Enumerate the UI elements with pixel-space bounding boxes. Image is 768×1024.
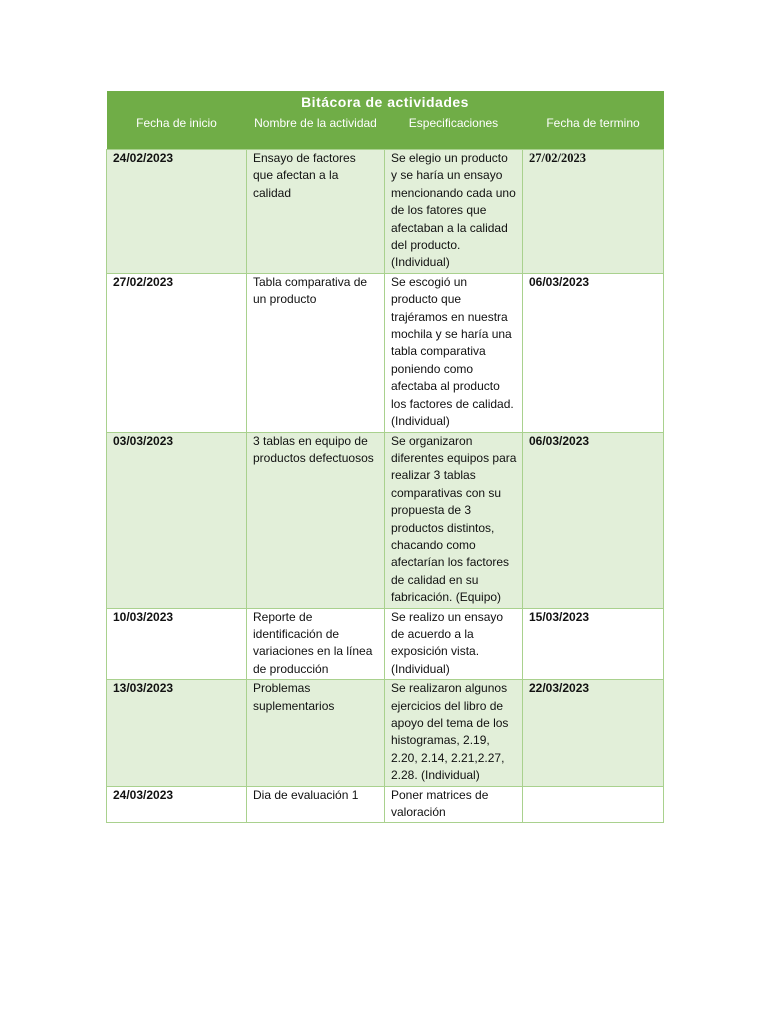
cell-activity-name: Dia de evaluación 1: [247, 786, 385, 823]
cell-specifications: Poner matrices de valoración: [385, 786, 523, 823]
table-row: [107, 273, 664, 432]
cell-start-date: 13/03/2023: [107, 680, 247, 786]
table-row: [107, 432, 664, 608]
cell-start-date: 27/02/2023: [107, 273, 247, 432]
cell-specifications: Se realizaron algunos ejercicios del libro de apoyo del tema de los histogramas, 2.19, 2.20, 2.14, 2.21,2.27, 2.28. (Individual): [385, 680, 523, 786]
table-row: [107, 608, 664, 680]
cell-start-date: 10/03/2023: [107, 608, 247, 680]
header-specifications: Especificaciones: [385, 113, 523, 150]
table-title: Bitácora de actividades: [107, 91, 664, 113]
cell-end-date: 06/03/2023: [523, 432, 664, 608]
table-row: [107, 786, 664, 823]
cell-activity-name: Ensayo de factores que afectan a la calidad: [247, 150, 385, 274]
cell-activity-name: Tabla comparativa de un producto: [247, 273, 385, 432]
cell-specifications: Se escogió un producto que trajéramos en nuestra mochila y se haría una tabla comparativa poniendo como afectaba al producto los factores de calidad. (Individual): [385, 273, 523, 432]
cell-end-date: 27/02/2023: [523, 150, 664, 274]
cell-specifications: Se realizo un ensayo de acuerdo a la exposición vista. (Individual): [385, 608, 523, 680]
table-header-row: [107, 113, 664, 150]
cell-activity-name: Reporte de identificación de variaciones en la línea de producción: [247, 608, 385, 680]
header-activity-name: Nombre de la actividad: [247, 113, 385, 150]
header-end-date: Fecha de termino: [523, 113, 664, 150]
table-row: [107, 150, 664, 274]
header-start-date: Fecha de inicio: [107, 113, 247, 150]
cell-specifications: Se elegio un producto y se haría un ensayo mencionando cada uno de los fatores que afectaban a la calidad del producto. (Individual): [385, 150, 523, 274]
activity-log-table: [106, 91, 664, 823]
cell-start-date: 24/02/2023: [107, 150, 247, 274]
cell-start-date: 03/03/2023: [107, 432, 247, 608]
cell-end-date: [523, 786, 664, 823]
table-title-row: [107, 91, 664, 113]
cell-specifications: Se organizaron diferentes equipos para realizar 3 tablas comparativas con su propuesta de 3 productos distintos, chacando como afectarían los factores de calidad en su fabricación. (Equipo): [385, 432, 523, 608]
cell-activity-name: Problemas suplementarios: [247, 680, 385, 786]
table-row: [107, 680, 664, 786]
cell-start-date: 24/03/2023: [107, 786, 247, 823]
cell-end-date: 06/03/2023: [523, 273, 664, 432]
cell-end-date: 15/03/2023: [523, 608, 664, 680]
cell-end-date: 22/03/2023: [523, 680, 664, 786]
cell-activity-name: 3 tablas en equipo de productos defectuosos: [247, 432, 385, 608]
